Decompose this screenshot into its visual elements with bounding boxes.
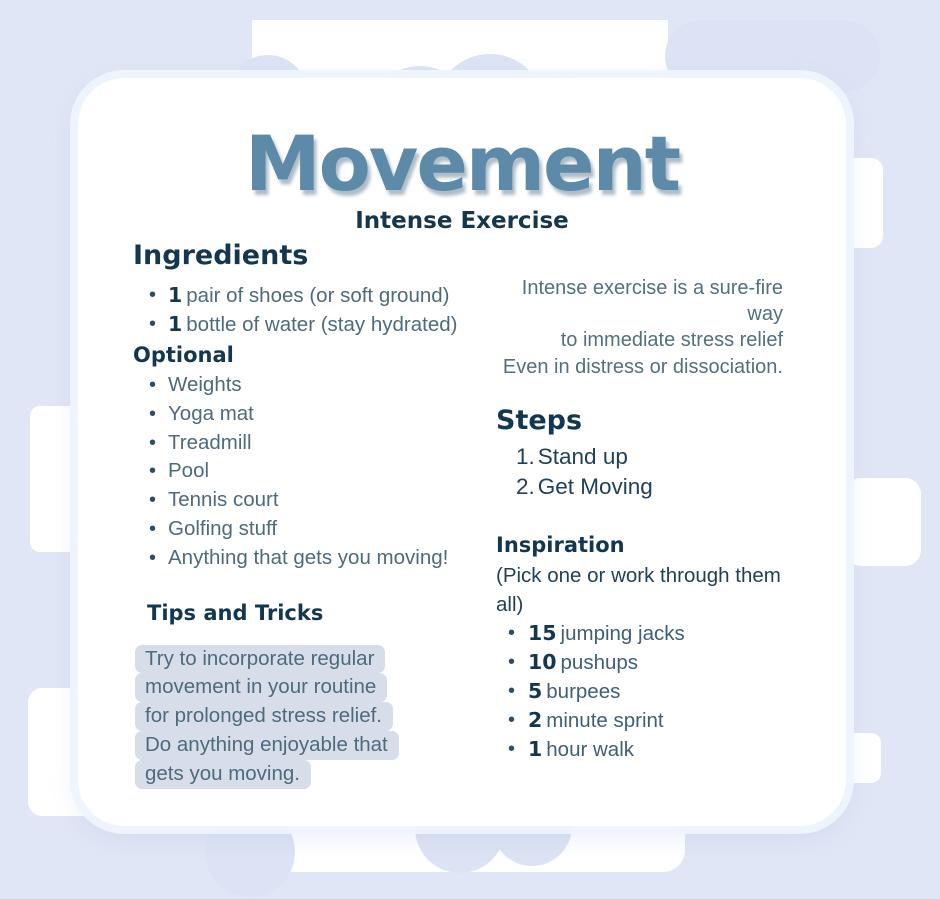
ingredients-heading: Ingredients: [133, 240, 309, 271]
exercise-text: pushups: [560, 650, 639, 674]
exercise-text: jumping jacks: [560, 621, 685, 645]
list-item: [133, 400, 483, 429]
ingredient-qty: 1: [168, 283, 183, 307]
bullet-icon: •: [149, 460, 157, 483]
steps-list: [516, 442, 783, 502]
recipe-card: [78, 78, 846, 826]
intro-paragraph: [496, 275, 783, 380]
tips-line: [135, 645, 483, 674]
list-item: [133, 429, 483, 458]
exercise-count: 15: [528, 620, 557, 645]
blob-right-lower: [843, 733, 881, 783]
optional-list: [133, 371, 483, 573]
card-header: [78, 119, 846, 234]
bullet-icon: •: [508, 737, 516, 760]
bullet-icon: •: [149, 517, 157, 540]
highlighted-text: Try to incorporate regular: [135, 645, 385, 674]
bullet-icon: •: [508, 679, 516, 702]
highlighted-text: gets you moving.: [135, 760, 311, 789]
bullet-icon: •: [149, 489, 157, 512]
step-number: 2.: [516, 473, 535, 499]
bullet-icon: •: [508, 708, 516, 731]
intro-line: to immediate stress relief: [560, 329, 783, 352]
exercise-count: 2: [528, 707, 543, 732]
list-item: [133, 371, 483, 400]
intro-line: Even in distress or dissociation.: [502, 355, 783, 378]
highlighted-text: movement in your routine: [135, 673, 387, 702]
optional-item-text: Yoga mat: [168, 401, 254, 425]
ingredients-list: [133, 281, 483, 339]
left-column: [133, 240, 483, 789]
intro-line: Intense exercise is a sure-fire way: [521, 277, 783, 326]
tips-line: [135, 760, 483, 789]
ingredient-text: bottle of water (stay hydrated): [186, 313, 458, 336]
bullet-icon: •: [149, 431, 157, 454]
tips-text-block: [135, 645, 483, 789]
bullet-icon: •: [508, 650, 516, 673]
list-item: [133, 515, 483, 544]
step-item: [516, 472, 783, 502]
bullet-icon: •: [149, 313, 157, 335]
optional-heading: Optional: [133, 343, 234, 367]
optional-item-text: Anything that gets you moving!: [168, 545, 449, 569]
bullet-icon: •: [149, 546, 157, 569]
steps-heading: Steps: [496, 404, 583, 436]
list-item: [133, 281, 483, 310]
list-item: [133, 310, 483, 339]
optional-item-text: Golfing stuff: [168, 516, 278, 540]
list-item: [133, 457, 483, 486]
step-label: Get Moving: [537, 473, 653, 499]
list-item: [496, 677, 783, 706]
bullet-icon: •: [149, 402, 157, 425]
exercise-text: burpees: [546, 679, 621, 703]
optional-item-text: Pool: [168, 459, 210, 483]
exercise-text: hour walk: [546, 737, 635, 761]
blob-left-middle: [30, 406, 78, 552]
tips-line: [135, 731, 483, 760]
tips-line: [135, 702, 483, 731]
highlighted-text: Do anything enjoyable that: [135, 731, 399, 760]
bullet-icon: •: [149, 284, 157, 306]
optional-item-text: Tennis court: [168, 488, 279, 512]
optional-item-text: Weights: [168, 373, 242, 396]
exercise-text: minute sprint: [546, 708, 664, 732]
step-number: 1.: [516, 443, 535, 469]
list-item: [496, 648, 783, 677]
inspiration-list: [496, 619, 783, 764]
page-title: Movement: [244, 119, 680, 208]
list-item: [496, 735, 783, 764]
blob-right-middle: [845, 478, 921, 566]
tips-line: [135, 673, 483, 702]
step-label: Stand up: [537, 443, 628, 469]
inspiration-note: (Pick one or work through them all): [496, 563, 781, 616]
bullet-icon: •: [149, 374, 157, 396]
tips-heading: Tips and Tricks: [147, 600, 324, 625]
right-column: [496, 270, 783, 764]
ingredient-qty: 1: [168, 312, 183, 336]
step-item: [516, 442, 783, 472]
list-item: [133, 544, 483, 573]
ingredient-text: pair of shoes (or soft ground): [186, 284, 450, 307]
optional-item-text: Treadmill: [168, 430, 252, 454]
exercise-count: 10: [528, 649, 557, 674]
inspiration-heading: Inspiration: [496, 532, 625, 557]
highlighted-text: for prolonged stress relief.: [135, 702, 393, 731]
list-item: [496, 706, 783, 735]
page-subtitle: Intense Exercise: [355, 208, 569, 234]
blob-right-upper: [843, 158, 883, 248]
exercise-count: 5: [528, 678, 543, 703]
list-item: [133, 486, 483, 515]
bullet-icon: •: [508, 621, 516, 644]
exercise-count: 1: [528, 736, 543, 761]
list-item: [496, 619, 783, 648]
